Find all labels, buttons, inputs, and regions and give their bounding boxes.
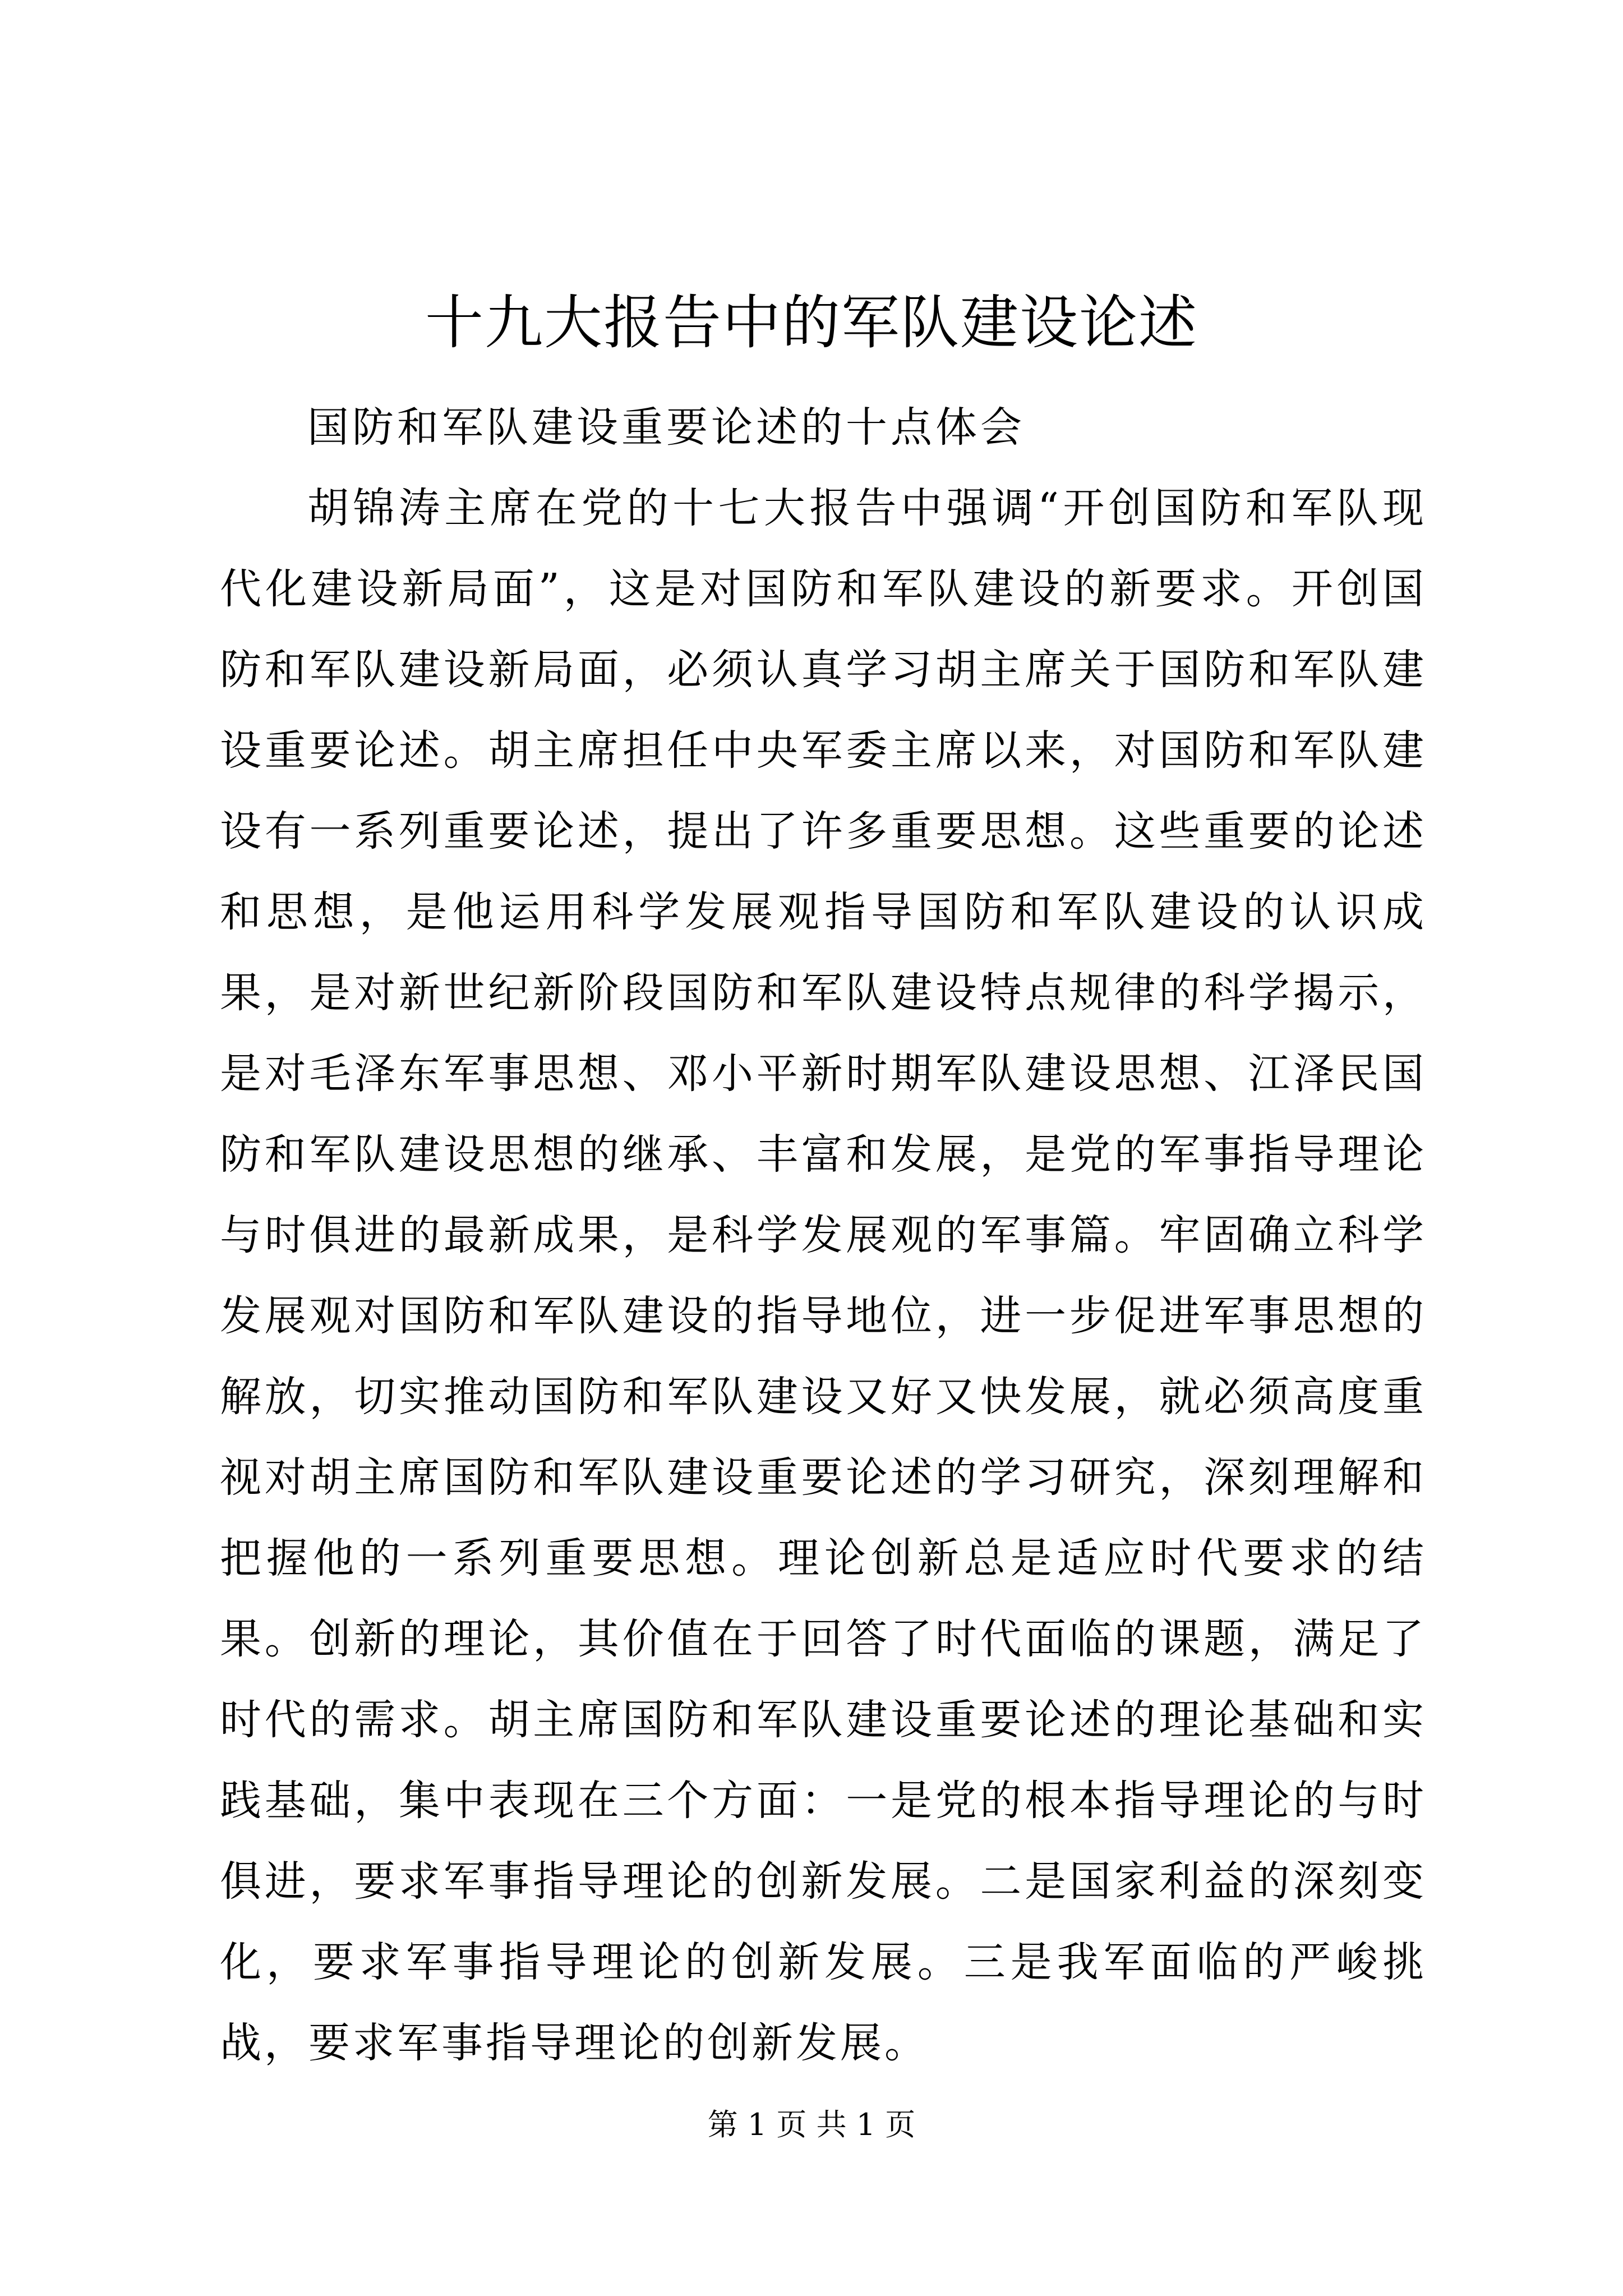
body-paragraph: 胡锦涛主席在党的十七大报告中强调“开创国防和军队现代化建设新局面”，这是对国防和军队建设的新要求。开创国防和军队建设新局面，必须认真学习胡主席关于国防和军队建设重要论述。胡主席担任中央军委主席以来，对国防和军队建设有一系列重要论述，提出了许多重要思想。这些重要的论述和思想，是他运用科学发展观指导国防和军队建设的认识成果，是对新世纪新阶段国防和军队建设特点规律的科学揭示，是对毛泽东军事思想、邓小平新时期军队建设思想、江泽民国防和军队建设思想的继承、丰富和发展，是党的军事指导理论与时俱进的最新成果，是科学发展观的军事篇。牢固确立科学发展观对国防和军队建设的指导地位，进一步促进军事思想的解放，切实推动国防和军队建设又好又快发展，就必须高度重视对胡主席国防和军队建设重要论述的学习研究，深刻理解和把握他的一系列重要思想。理论创新总是适应时代要求的结果。创新的理论，其价值在于回答了时代面临的课题，满足了时代的需求。胡主席国防和军队建设重要论述的理论基础和实践基础，集中表现在三个方面：一是党的根本指导理论的与时俱进，要求军事指导理论的创新发展。二是国家利益的深刻变化，要求军事指导理论的创新发展。三是我军面临的严峻挑战，要求军事指导理论的创新发展。	[220, 484, 1427, 2067]
document-body	[220, 387, 1427, 2083]
page-footer: 第 1 页 共 1 页	[707, 2107, 916, 2142]
document-subheading: 国防和军队建设重要论述的十点体会	[307, 403, 1025, 452]
document-title: 十九大报告中的军队建设论述	[425, 288, 1198, 357]
